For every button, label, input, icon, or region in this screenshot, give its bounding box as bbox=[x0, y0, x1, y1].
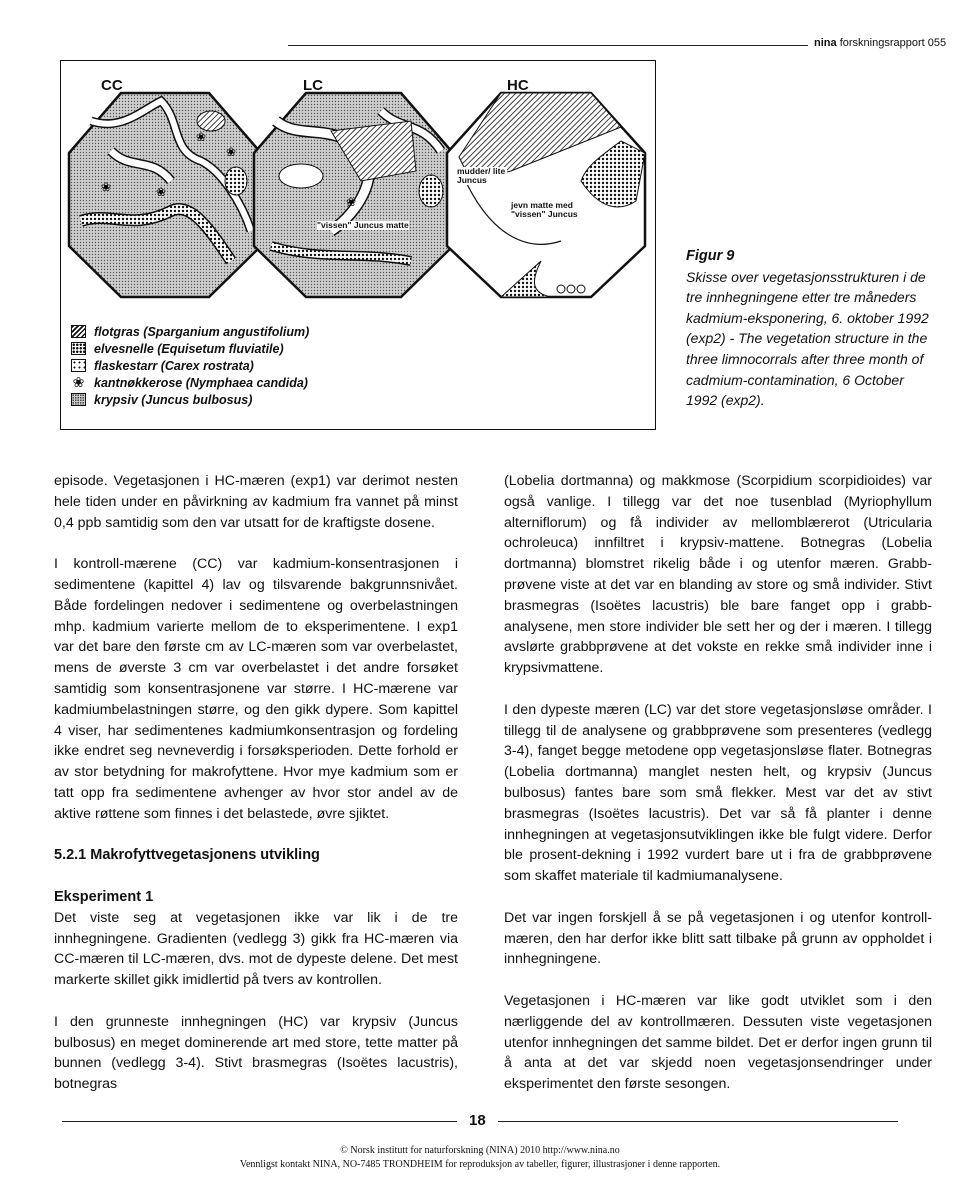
footer-rule-right bbox=[498, 1121, 898, 1122]
grey-swatch-icon bbox=[71, 393, 86, 406]
page-number: 18 bbox=[469, 1112, 486, 1129]
legend-label: elvesnelle (Equisetum fluviatile) bbox=[94, 341, 284, 356]
figure-9 bbox=[60, 60, 656, 430]
legend-item bbox=[71, 374, 309, 391]
sparse-dot-swatch-icon bbox=[71, 359, 86, 372]
note-vissen-juncus: "vissen" Juncus matte bbox=[317, 220, 409, 230]
subsection-heading: Eksperiment 1 bbox=[54, 888, 154, 905]
zone-label-cc: CC bbox=[101, 77, 123, 94]
paragraph: Det var ingen forskjell å se på vegetasjonen i og utenfor kontroll-mæren, den har derfor ikke blitt satt tilbake på grunn av oppholdet i innhegningene. bbox=[504, 909, 932, 968]
paragraph: Det viste seg at vegetasjonen ikke var lik i de tre innhegningene. Gradienten (vedlegg 3) gikk fra HC-mæren via CC-mæren til LC-mæren, dvs. mot de dypeste delene. Det mest markerte skillet gikk imidlertid på tvers av kontrollen. bbox=[54, 909, 458, 989]
brand-name: nina bbox=[814, 37, 837, 49]
header-rule bbox=[288, 45, 808, 46]
caption-text: Skisse over vegetasjonsstrukturen i de tre innhegningene etter tre måneders kadmium-eksponering, 6. oktober 1992 (exp2) - The vegetation structure in the three limnocorrals after three month of cadmium-contamination, 6 October 1992 (exp2). bbox=[686, 268, 929, 409]
paragraph: I den grunneste innhegningen (HC) var krypsiv (Juncus bulbosus) en meget dominerende art med store, tette matter på bunnen (vedlegg 3-4). Stivt brasmegras (Isoëtes lacustris), botnegras bbox=[54, 1013, 458, 1093]
footer-notice: Vennligst kontakt NINA, NO-7485 TRONDHEIM for reproduksjon av tabeller, figurer, illustrasjoner i denne rapporten. bbox=[239, 1159, 721, 1170]
hatch-swatch-icon bbox=[71, 325, 86, 338]
footer-copyright: © Norsk institutt for naturforskning (NINA) 2010 http://www.nina.no bbox=[340, 1145, 620, 1156]
caption-title: Figur 9 bbox=[686, 248, 735, 264]
dotted-swatch-icon bbox=[71, 342, 86, 355]
svg-text:❀: ❀ bbox=[156, 185, 167, 199]
svg-text:❀: ❀ bbox=[196, 130, 207, 144]
report-id: forskningsrapport 055 bbox=[839, 37, 947, 49]
footer-rule-left bbox=[62, 1121, 457, 1122]
paragraph: I kontroll-mærene (CC) var kadmium-konsentrasjonen i sedimentene (kapittel 4) lav og tilsvarende bakgrunnsnivået. Både fordelingen nedover i sedimentene og overbelastningen mhp. kadmium varierte mellom de to eksperimentene. I exp1 var det bare den første cm av LC-mæren som var overbelastet, mens de øverste 3 cm var overbelastet i det andre forsøket samtidig som konsentrasjonene var større. I HC-mærene var kadmiumbelastningen større, og den gikk dypere. Som kapittel 4 viser, har sedimentenes kadmiumkonsentrasjon og fordeling ikke endret seg nevneverdig i forsøksperioden. Dette forhold er av stor betydning for makrofyttene. Hvor mye kadmium som er tatt opp fra sedimentene avhenger av hvor stor andel av de aktive røttene som finnes i det belastede, øvre sjiktet. bbox=[54, 556, 458, 822]
hc-enclosure bbox=[447, 93, 645, 297]
note-jevn-matte: jevn matte med "vissen" Juncus bbox=[511, 201, 591, 219]
zone-label-lc: LC bbox=[303, 77, 323, 94]
legend-item bbox=[71, 391, 309, 408]
svg-text:❀: ❀ bbox=[226, 145, 237, 159]
legend-item bbox=[71, 340, 309, 357]
paragraph: I den dypeste mæren (LC) var det store vegetasjonsløse områder. I tillegg til de analysene og grabbprøvene som presenteres (vedlegg 3-4), fanget begge metodene opp vegetasjonsløse flater. Botnegras (Lobelia dortmanna) manglet nesten helt, og krypsiv (Juncus bulbosus) fantes bare som små flekker. Mest var det av stivt brasmegras (Isoëtes lacustris). Det var så få planter i denne innhegningen at vegetasjonsutviklingen ikke ble fulgt videre. Derfor ble prosent-dekning i 1992 vurdert bare ut i fra de grabbprøvene som skaffet materiale til kadmiumanalysene. bbox=[504, 701, 932, 885]
left-column bbox=[54, 471, 458, 1116]
svg-text:❀: ❀ bbox=[346, 195, 357, 209]
figure-legend bbox=[71, 323, 309, 408]
paragraph: (Lobelia dortmanna) og makkmose (Scorpidium scorpidioides) var også vanlige. I tillegg var det noe tusenblad (Myriophyllum alterniflorum) og få individer av mellomblærerot (Utricularia ochroleuca) innfiltret i krypsiv-mattene. Botnegras (Lobelia dortmanna) blomstret rikelig både i og utenfor mæren. Grabb-prøvene viste at det var en blanding av store og små individer. Stivt brasmegras (Isoëtes lacustris) ble bare fanget opp i grabb-analysene, men store individer ble sett her og der i mæren. I tillegg avslørte grabbprøvene at det vokste en rekke små individer inne i krypsivmattene. bbox=[504, 473, 932, 677]
right-column bbox=[504, 471, 932, 1116]
lc-enclosure bbox=[254, 93, 453, 297]
legend-item bbox=[71, 357, 309, 374]
legend-item bbox=[71, 323, 309, 340]
legend-label: flotgras (Sparganium angustifolium) bbox=[94, 324, 310, 339]
section-heading: 5.2.1 Makrofyttvegetasjonens utvikling bbox=[54, 847, 320, 864]
legend-label: flaskestarr (Carex rostrata) bbox=[94, 358, 254, 373]
flower-icon: ❀ bbox=[72, 374, 85, 390]
cc-enclosure bbox=[69, 93, 261, 297]
note-mudder: mudder/ lite Juncus bbox=[457, 166, 506, 185]
paragraph: episode. Vegetasjonen i HC-mæren (exp1) var derimot nesten hele tiden under en påvirkning av kadmium fra vannet på minst 0,4 ppb samtidig som den var utsatt for de kraftigste dosene. bbox=[54, 473, 458, 531]
legend-label: kantnøkkerose (Nymphaea candida) bbox=[94, 375, 308, 390]
svg-text:❀: ❀ bbox=[101, 180, 112, 194]
figure-caption bbox=[686, 246, 938, 411]
paragraph: Vegetasjonen i HC-mæren var like godt utviklet som i den nærliggende del av kontrollmæren. Dessuten viste vegetasjonen utenfor innhegningen det samme bildet. Det er derfor ingen grunn til å anta at det var skjedd noen vegetasjonsendringer under eksperimentet den første sesongen. bbox=[504, 992, 932, 1093]
zone-label-hc: HC bbox=[507, 77, 529, 94]
report-header bbox=[814, 37, 946, 49]
legend-label: krypsiv (Juncus bulbosus) bbox=[94, 392, 253, 407]
